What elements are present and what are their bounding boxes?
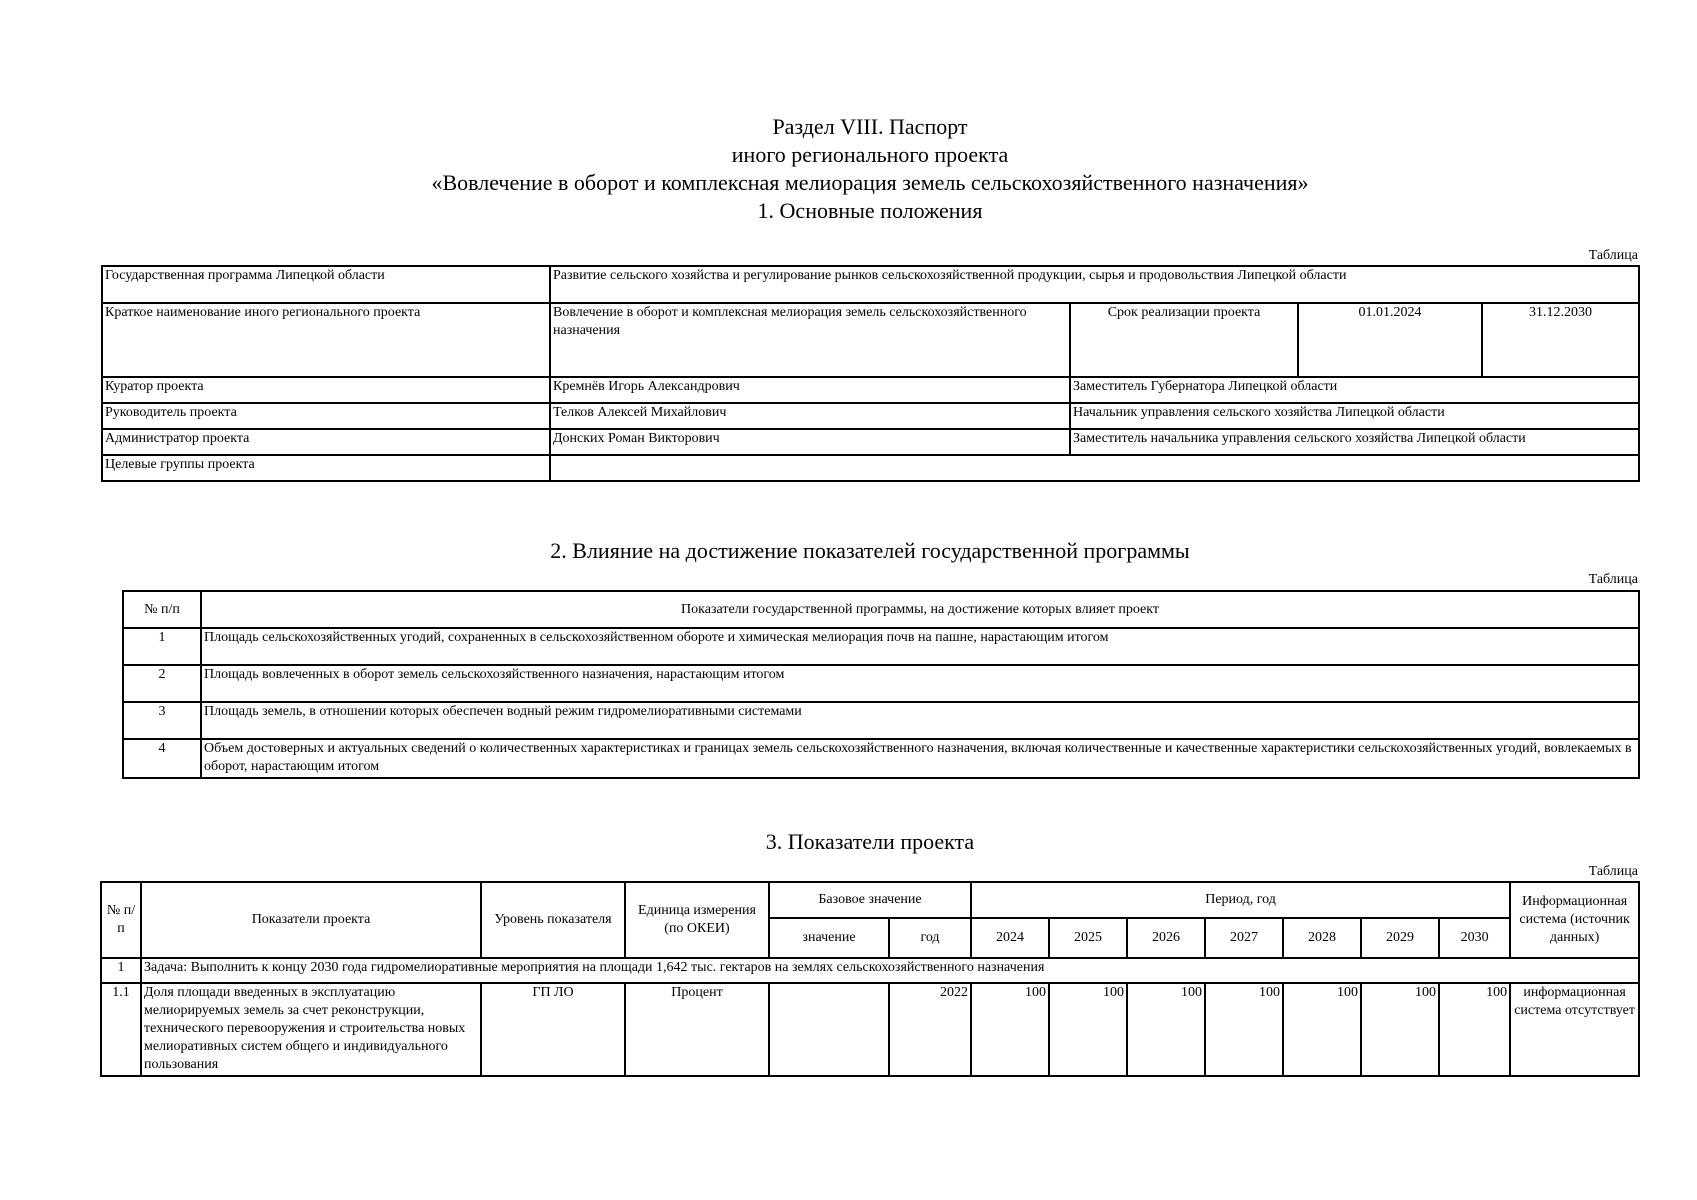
row-year-value: 100 [971, 983, 1049, 1076]
col-year-header: 2030 [1439, 918, 1510, 958]
row-value: Вовлечение в оборот и комплексная мелиорация земель сельскохозяйственного назначения [550, 303, 1070, 377]
table-row [102, 429, 1639, 455]
table-row [102, 377, 1639, 403]
term-label: Срок реализации проекта [1070, 303, 1298, 377]
col-year-header: 2028 [1283, 918, 1361, 958]
project-name: «Вовлечение в оборот и комплексная мелиорация земель сельскохозяйственного назначения» [431, 170, 1309, 195]
row-year-value: 100 [1283, 983, 1361, 1076]
row-position: Заместитель начальника управления сельского хозяйства Липецкой области [1070, 429, 1639, 455]
row-num: 1 [123, 628, 201, 665]
task-row [101, 958, 1639, 983]
row-num: 1.1 [101, 983, 141, 1076]
row-indicator: Доля площади введенных в эксплуатацию мелиорируемых земель за счет реконструкции, технического перевооружения и строительства новых мелиоративных систем общего и индивидуального пользования [141, 983, 481, 1076]
table-label-3: Таблица [1588, 864, 1638, 879]
row-label: Целевые группы проекта [102, 455, 550, 481]
table-row [102, 403, 1639, 429]
row-level: ГП ЛО [481, 983, 625, 1076]
row-num: 2 [123, 665, 201, 702]
row-value: Развитие сельского хозяйства и регулирование рынков сельскохозяйственной продукции, сырья и продовольствия Липецкой области [550, 266, 1639, 303]
col-name-header: Показатели государственной программы, на достижение которых влияет проект [201, 591, 1639, 628]
row-num: 4 [123, 739, 201, 778]
row-value: Телков Алексей Михайлович [550, 403, 1070, 429]
row-text: Площадь вовлеченных в оборот земель сельскохозяйственного назначения, нарастающим итогом [201, 665, 1639, 702]
row-year-value: 100 [1049, 983, 1127, 1076]
row-label: Куратор проекта [102, 377, 550, 403]
col-year-header: 2026 [1127, 918, 1205, 958]
section2-title: 2. Влияние на достижение показателей государственной программы [550, 538, 1190, 563]
program-indicators-table [122, 590, 1640, 779]
row-base-value [769, 983, 889, 1076]
row-value: Донских Роман Викторович [550, 429, 1070, 455]
col-num-header: № п/п [123, 591, 201, 628]
row-unit: Процент [625, 983, 769, 1076]
table-label-1: Таблица [1588, 248, 1638, 263]
table-row [123, 628, 1639, 665]
table-row [102, 266, 1639, 303]
table-row [123, 739, 1639, 778]
col-year-header: 2029 [1361, 918, 1439, 958]
row-text: Площадь сельскохозяйственных угодий, сохраненных в сельскохозяйственном обороте и химическая мелиорация почв на пашне, нарастающим итогом [201, 628, 1639, 665]
row-num: 3 [123, 702, 201, 739]
section3-title: 3. Показатели проекта [765, 829, 975, 854]
row-label: Государственная программа Липецкой области [102, 266, 550, 303]
row-label: Краткое наименование иного регионального проекта [102, 303, 550, 377]
row-year-value: 100 [1439, 983, 1510, 1076]
row-info-source: информационная система отсутствует [1510, 983, 1639, 1076]
table-row [102, 455, 1639, 481]
row-label: Руководитель проекта [102, 403, 550, 429]
table-row [123, 702, 1639, 739]
row-value [550, 455, 1639, 481]
col-base-year-header: год [889, 918, 971, 958]
col-num-header: № п/п [101, 882, 141, 958]
col-unit-header: Единица измерения (по ОКЕИ) [625, 882, 769, 958]
subsection-title: 1. Основные положения [757, 198, 983, 223]
task-num: 1 [101, 958, 141, 983]
project-type: иного регионального проекта [731, 142, 1009, 167]
project-indicators-table [100, 881, 1640, 1077]
col-base-header: Базовое значение [769, 882, 971, 918]
col-year-header: 2024 [971, 918, 1049, 958]
col-level-header: Уровень показателя [481, 882, 625, 958]
main-provisions-table [101, 265, 1640, 482]
row-label: Администратор проекта [102, 429, 550, 455]
col-indicator-header: Показатели проекта [141, 882, 481, 958]
table-label-2: Таблица [1588, 572, 1638, 587]
table-header-row [101, 882, 1639, 918]
row-position: Заместитель Губернатора Липецкой области [1070, 377, 1639, 403]
row-year-value: 100 [1361, 983, 1439, 1076]
col-period-header: Период, год [971, 882, 1510, 918]
row-position: Начальник управления сельского хозяйства Липецкой области [1070, 403, 1639, 429]
col-year-header: 2025 [1049, 918, 1127, 958]
table-row [101, 983, 1639, 1076]
row-value: Кремнёв Игорь Александрович [550, 377, 1070, 403]
row-year-value: 100 [1205, 983, 1283, 1076]
document-header [0, 113, 1697, 225]
task-text: Задача: Выполнить к концу 2030 года гидромелиоративные мероприятия на площади 1,642 тыс. гектаров на землях сельскохозяйственного назначения [141, 958, 1639, 983]
term-end: 31.12.2030 [1482, 303, 1639, 377]
row-base-year: 2022 [889, 983, 971, 1076]
term-start: 01.01.2024 [1298, 303, 1482, 377]
col-info-header: Информационная система (источник данных) [1510, 882, 1639, 958]
row-year-value: 100 [1127, 983, 1205, 1076]
col-year-header: 2027 [1205, 918, 1283, 958]
col-base-value-header: значение [769, 918, 889, 958]
table-row [123, 665, 1639, 702]
row-text: Площадь земель, в отношении которых обеспечен водный режим гидромелиоративными системами [201, 702, 1639, 739]
table-row [102, 303, 1639, 377]
row-text: Объем достоверных и актуальных сведений о количественных характеристиках и границах земель сельскохозяйственного назначения, включая количественные и качественные характеристики сельскохозяйственных угодий, вовлекаемых в оборот, нарастающим итогом [201, 739, 1639, 778]
section-heading: Раздел VIII. Паспорт [772, 114, 968, 139]
table-header-row [123, 591, 1639, 628]
